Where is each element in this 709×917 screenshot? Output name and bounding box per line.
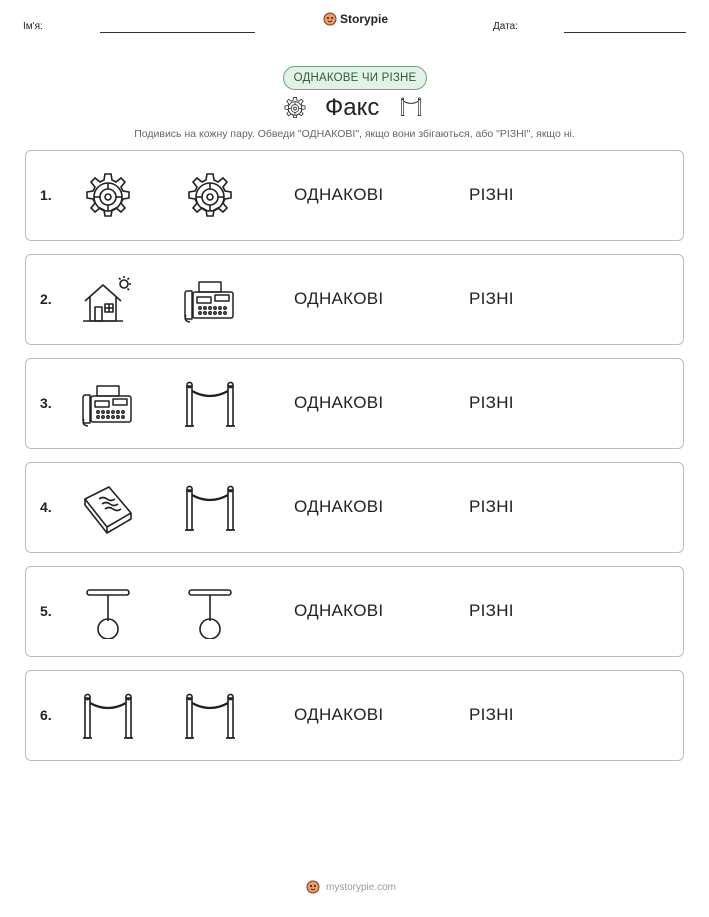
question-number: 4. [40,499,52,515]
same-option[interactable]: ОДНАКОВІ [294,289,384,308]
activity-badge: ОДНАКОВЕ ЧИ РІЗНЕ [283,66,427,90]
different-option[interactable]: РІЗНІ [469,705,514,724]
question-row [25,462,684,553]
house-icon [81,275,135,327]
question-row [25,254,684,345]
instructions: Подивись на кожну пару. Обведи "ОДНАКОВІ", якщо вони збігаються, або "РІЗНІ", якщо ні. [134,128,575,140]
question-number: 2. [40,291,52,307]
different-option[interactable]: РІЗНІ [469,289,514,308]
question-row [25,150,684,241]
name-line[interactable] [100,32,255,33]
pendulum-icon [183,587,237,639]
same-option[interactable]: ОДНАКОВІ [294,705,384,724]
brand-name: Storypie [340,12,389,26]
same-option[interactable]: ОДНАКОВІ [294,497,384,516]
date-label: Дата: [493,21,518,32]
gear-icon [81,171,135,223]
fax-icon [81,379,135,431]
rope-barrier-icon [183,379,237,431]
storypie-mascot-icon [306,880,320,894]
same-option[interactable]: ОДНАКОВІ [294,185,384,204]
storypie-mascot-icon [323,12,337,26]
different-option[interactable]: РІЗНІ [469,185,514,204]
footer [306,880,396,894]
question-number: 1. [40,187,52,203]
same-option[interactable]: ОДНАКОВІ [294,601,384,620]
rope-barrier-icon [400,96,422,118]
question-row [25,670,684,761]
question-number: 5. [40,603,52,619]
footer-url[interactable]: mystorypie.com [326,881,397,893]
gear-icon [183,171,237,223]
different-option[interactable]: РІЗНІ [469,497,514,516]
same-option[interactable]: ОДНАКОВІ [294,393,384,412]
question-row [25,566,684,657]
title-row [280,92,440,124]
question-number: 6. [40,707,52,723]
rope-barrier-icon [183,483,237,535]
book-icon [81,483,135,535]
rope-barrier-icon [81,691,135,743]
gear-icon [282,96,308,121]
rope-barrier-icon [183,691,237,743]
date-line[interactable] [564,32,686,33]
brand-logo [323,12,388,26]
pendulum-icon [81,587,135,639]
fax-icon [183,275,237,327]
different-option[interactable]: РІЗНІ [469,393,514,412]
name-label: Ім'я: [23,21,43,32]
different-option[interactable]: РІЗНІ [469,601,514,620]
question-row [25,358,684,449]
question-number: 3. [40,395,52,411]
page-title: Факс [325,94,380,121]
